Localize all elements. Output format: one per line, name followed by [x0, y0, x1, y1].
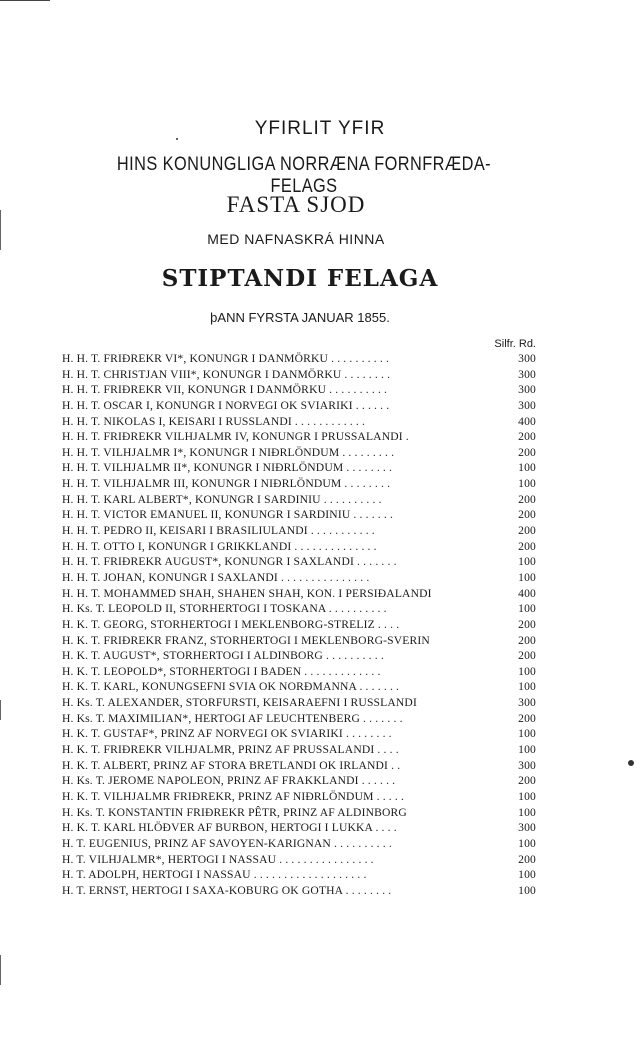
entry-amount: 200: [518, 524, 536, 538]
entry-amount: 400: [518, 586, 536, 600]
list-item: [62, 837, 536, 853]
heading-line-5: STIPTANDI FELAGA: [161, 265, 439, 292]
entry-amount: 200: [518, 508, 536, 522]
list-item: [62, 759, 536, 775]
list-item: [62, 821, 536, 837]
heading-line-3: FASTA SJOD: [226, 192, 366, 217]
entry-amount: 100: [518, 602, 536, 616]
entry-text: H. H. T. VILHJALMR III, KONUNGR I NIÐRLÖNDUM . . . . . . . .: [62, 477, 391, 491]
list-item: [62, 602, 536, 618]
list-item: [62, 618, 536, 634]
list-item: [62, 368, 536, 384]
list-item: [62, 727, 536, 743]
entry-amount: 100: [518, 805, 536, 819]
entry-amount: 100: [518, 477, 536, 491]
entry-amount: 300: [518, 758, 536, 772]
list-item: [62, 383, 536, 399]
entry-amount: 200: [518, 430, 536, 444]
entry-amount: 400: [518, 414, 536, 428]
entry-amount: 200: [518, 445, 536, 459]
entry-text: H. Ks. T. JEROME NAPOLEON, PRINZ AF FRAKKLANDI . . . . . .: [62, 774, 396, 788]
list-item: [62, 696, 536, 712]
list-item: [62, 399, 536, 415]
entry-amount: 100: [518, 570, 536, 584]
entry-text: H. H. T. JOHAN, KONUNGR I SAXLANDI . . . . . . . . . . . . . . .: [62, 570, 370, 584]
entry-amount: 300: [518, 383, 536, 397]
column-header: Silfr. Rd.: [494, 338, 536, 350]
entry-text: H. H. T. FRIÐREKR VII, KONUNGR I DANMÖRKU . . . . . . . . . .: [62, 383, 388, 397]
list-item: [62, 743, 536, 759]
list-item: [62, 587, 536, 603]
list-item: [62, 571, 536, 587]
list-item: [62, 555, 536, 571]
entry-text: H. H. T. MOHAMMED SHAH, SHAHEN SHAH, KON. I PERSIÐALANDI: [62, 586, 432, 600]
entry-amount: 300: [518, 352, 536, 365]
list-item: [62, 868, 536, 884]
entry-text: H. K. T. KARL, KONUNGSEFNI SVIA OK NORÐMANNA . . . . . . .: [62, 680, 400, 694]
entry-amount: 100: [518, 680, 536, 694]
entry-amount: 100: [518, 868, 536, 882]
entry-text: H. H. T. KARL ALBERT*, KONUNGR I SARDINIU . . . . . . . . . .: [62, 492, 382, 506]
entry-text: H. H. T. VICTOR EMANUEL II, KONUNGR I SARDINIU . . . . . . .: [62, 508, 394, 522]
entry-amount: 100: [518, 461, 536, 475]
entry-text: H. T. ADOLPH, HERTOGI I NASSAU . . . . . . . . . . . . . . . . . . .: [62, 868, 367, 882]
entry-text: H. K. T. FRIÐREKR VILHJALMR, PRINZ AF PRUSSALANDI . . . .: [62, 743, 399, 757]
entry-text: H. K. T. VILHJALMR FRIÐREKR, PRINZ AF NIÐRLÖNDUM . . . . .: [62, 789, 405, 803]
entry-text: H. H. T. FRIÐREKR VILHJALMR IV, KONUNGR I PRUSSALANDI .: [62, 430, 409, 444]
entry-amount: 300: [518, 367, 536, 381]
top-rule: [0, 0, 50, 1]
entry-text: H. K. T. AUGUST*, STORHERTOGI I ALDINBORG . . . . . . . . . .: [62, 649, 384, 663]
heading-line-1: YFIRLIT YFIR: [254, 118, 386, 139]
entry-amount: 200: [518, 852, 536, 866]
margin-mark: [0, 700, 1, 720]
entry-text: H. H. T. OTTO I, KONUNGR I GRIKKLANDI . . . . . . . . . . . . . .: [62, 539, 377, 553]
entry-amount: 100: [518, 836, 536, 850]
list-item: [62, 790, 536, 806]
list-item: [62, 853, 536, 869]
list-item: [62, 806, 536, 822]
list-item: [62, 461, 536, 477]
ink-speck: [628, 760, 634, 766]
entry-text: H. H. T. VILHJALMR I*, KONUNGR I NIÐRLÖNDUM . . . . . . . . .: [62, 445, 395, 459]
entry-amount: 200: [518, 617, 536, 631]
entry-amount: 200: [518, 633, 536, 647]
heading-line-2: HINS KONUNGLIGA NORRÆNA FORNFRÆDA-FELAGS: [116, 154, 492, 197]
entry-text: H. Ks. T. MAXIMILIAN*, HERTOGI AF LEUCHTENBERG . . . . . . .: [62, 711, 403, 725]
entry-text: H. T. VILHJALMR*, HERTOGI I NASSAU . . . . . . . . . . . . . . . .: [62, 852, 374, 866]
list-item: [62, 634, 536, 650]
list-item: [62, 540, 536, 556]
entry-text: H. T. ERNST, HERTOGI I SAXA-KOBURG OK GOTHA . . . . . . . .: [62, 883, 392, 897]
entry-amount: 100: [518, 743, 536, 757]
list-item: [62, 415, 536, 431]
entry-amount: 200: [518, 492, 536, 506]
entry-amount: 200: [518, 711, 536, 725]
list-item: [62, 524, 536, 540]
list-item: [62, 508, 536, 524]
list-item: [62, 446, 536, 462]
entry-amount: 200: [518, 539, 536, 553]
entry-text: H. H. T. FRIÐREKR AUGUST*, KONUNGR I SAXLANDI . . . . . . .: [62, 555, 397, 569]
entry-amount: 300: [518, 821, 536, 835]
entry-text: H. Ks. T. LEOPOLD II, STORHERTOGI I TOSKANA . . . . . . . . . .: [62, 602, 387, 616]
entry-text: H. K. T. FRIÐREKR FRANZ, STORHERTOGI I MEKLENBORG-SVERIN: [62, 633, 430, 647]
entry-amount: 200: [518, 774, 536, 788]
list-item: [62, 649, 536, 665]
list-item: [62, 774, 536, 790]
entry-text: H. H. T. PEDRO II, KEISARI I BRASILIULANDI . . . . . . . . . . .: [62, 524, 375, 538]
list-item: [62, 665, 536, 681]
entry-text: H. H. T. VILHJALMR II*, KONUNGR I NIÐRLÖNDUM . . . . . . . .: [62, 461, 393, 475]
entry-amount: 100: [518, 883, 536, 897]
entry-text: H. K. T. ALBERT, PRINZ AF STORA BRETLANDI OK IRLANDI . .: [62, 758, 401, 772]
entry-amount: 100: [518, 789, 536, 803]
entry-text: H. H. T. NIKOLAS I, KEISARI I RUSSLANDI . . . . . . . . . . . .: [62, 414, 366, 428]
heading-line-4: MED NAFNASKRÁ HINNA: [207, 231, 385, 247]
entry-text: H. T. EUGENIUS, PRINZ AF SAVOYEN-KARIGNAN . . . . . . . . . .: [62, 836, 392, 850]
entry-text: H. K. T. GUSTAF*, PRINZ AF NORVEGI OK SVIARIKI . . . . . . . .: [62, 727, 392, 741]
entry-text: H. K. T. KARL HLÖÐVER AF BURBON, HERTOGI I LUKKA . . . .: [62, 821, 397, 835]
entry-text: H. H. T. FRIÐREKR VI*, KONUNGR I DANMÖRKU . . . . . . . . . .: [62, 352, 390, 365]
entry-amount: 100: [518, 727, 536, 741]
margin-mark: [0, 955, 1, 985]
entry-amount: 200: [518, 649, 536, 663]
entry-text: H. Ks. T. ALEXANDER, STORFURSTI, KEISARAEFNI I RUSSLANDI: [62, 696, 417, 710]
list-item: [62, 430, 536, 446]
entry-amount: 100: [518, 664, 536, 678]
list-item: [62, 884, 536, 900]
heading-date: þANN FYRSTA JANUAR 1855.: [210, 310, 390, 325]
entry-amount: 300: [518, 696, 536, 710]
list-item: [62, 477, 536, 493]
entry-text: H. K. T. GEORG, STORHERTOGI I MEKLENBORG-STRELIZ . . . .: [62, 617, 400, 631]
entry-text: H. K. T. LEOPOLD*, STORHERTOGI I BADEN . . . . . . . . . . . . .: [62, 664, 381, 678]
subscriber-list: [62, 352, 536, 899]
list-item: [62, 493, 536, 509]
entry-text: H. H. T. OSCAR I, KONUNGR I NORVEGI OK SVIARIKI . . . . . .: [62, 398, 390, 412]
list-item: [62, 352, 536, 368]
list-item: [62, 712, 536, 728]
list-item: [62, 680, 536, 696]
entry-amount: 300: [518, 398, 536, 412]
entry-text: H. H. T. CHRISTJAN VIII*, KONUNGR I DANMÖRKU . . . . . . . .: [62, 367, 391, 381]
entry-text: H. Ks. T. KONSTANTIN FRIÐREKR PÊTR, PRINZ AF ALDINBORG: [62, 805, 407, 819]
entry-amount: 100: [518, 555, 536, 569]
